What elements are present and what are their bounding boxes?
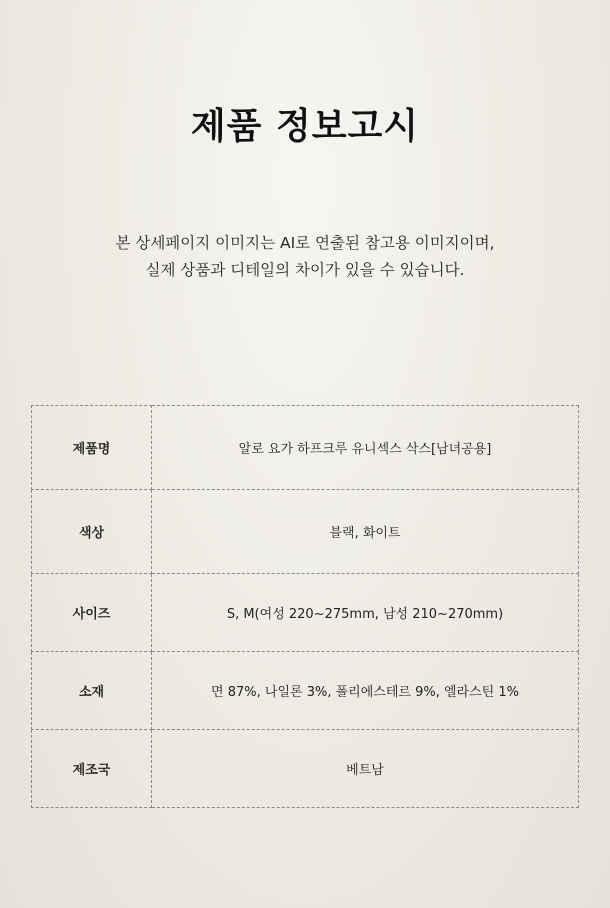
table-row-country xyxy=(32,730,579,808)
ai-image-notice xyxy=(0,230,610,284)
notice-line-1: 본 상세페이지 이미지는 AI로 연출된 참고용 이미지이며, xyxy=(115,234,495,252)
table-row-material xyxy=(32,652,579,730)
row-value: 면 87%, 나일론 3%, 폴리에스테르 9%, 엘라스틴 1% xyxy=(152,652,579,730)
row-label: 제품명 xyxy=(32,406,152,490)
row-value: 블랙, 화이트 xyxy=(152,490,579,574)
row-value: 알로 요가 하프크루 유니섹스 삭스[남녀공용] xyxy=(152,406,579,490)
notice-line-2: 실제 상품과 디테일의 차이가 있을 수 있습니다. xyxy=(145,261,465,279)
page-title: 제품 정보고시 xyxy=(190,106,420,147)
table-row-color xyxy=(32,490,579,574)
table-row-product-name xyxy=(32,406,579,490)
row-label: 사이즈 xyxy=(32,574,152,652)
row-label: 제조국 xyxy=(32,730,152,808)
table-row-size xyxy=(32,574,579,652)
product-info-table xyxy=(31,405,579,808)
row-label: 색상 xyxy=(32,490,152,574)
row-label: 소재 xyxy=(32,652,152,730)
row-value: S, M(여성 220~275mm, 남성 210~270mm) xyxy=(152,574,579,652)
row-value: 베트남 xyxy=(152,730,579,808)
